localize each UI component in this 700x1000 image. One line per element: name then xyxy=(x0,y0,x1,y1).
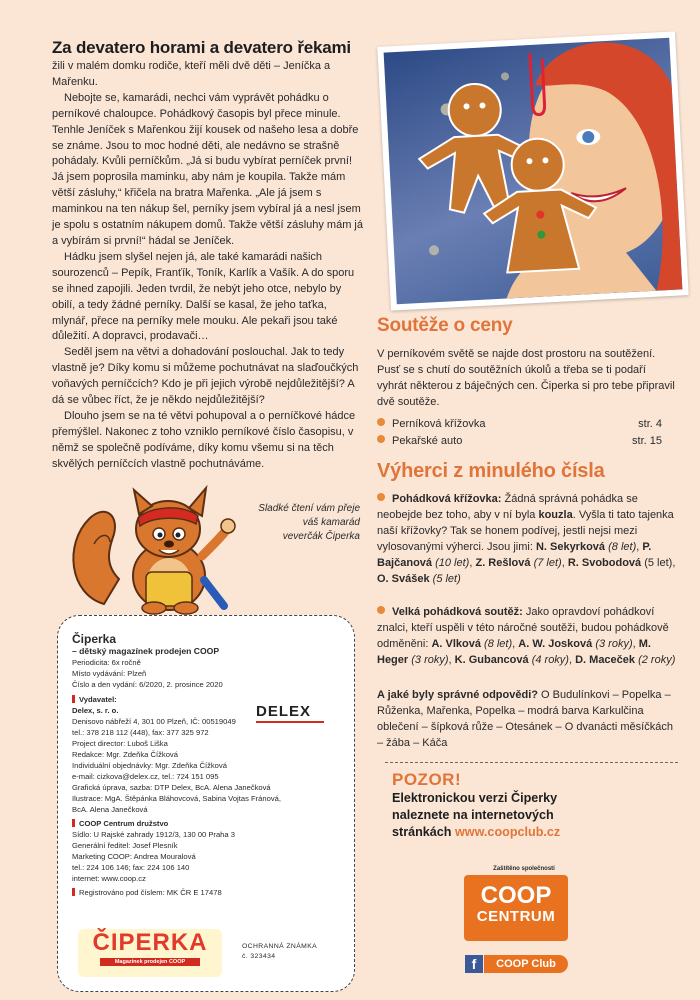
imprint-title: Čiperka xyxy=(72,632,117,646)
answers xyxy=(377,687,677,751)
story-paragraph: žili v malém domku rodiče, kteří měli dvě děti – Jeníčka a Mařenku. xyxy=(52,60,331,88)
bullet-icon xyxy=(377,418,385,426)
contests-text: V perníkovém světě se najde dost prostoru na soutěžení. Pusť se s chutí do soutěžních úkolů a třeba se ti podaří vyhrát některou z báječných cen. Čiperka si pro tebe připravil dvě soutěže. xyxy=(377,348,675,408)
squirrel-illustration xyxy=(64,484,236,616)
contest-page: str. 15 xyxy=(632,435,662,447)
winner-name: A. W. Josková xyxy=(518,638,593,650)
imprint-line: Grafická úprava, sazba: DTP Delex, BcA. Alena Janečková xyxy=(72,783,271,792)
red-bar xyxy=(72,695,75,703)
ciperka-logo xyxy=(78,929,222,977)
winner-name: Z. Rešlová xyxy=(475,557,531,569)
coop-logo-top: COOP xyxy=(480,882,552,909)
story-article xyxy=(52,38,364,473)
story-paragraph: Seděl jsem na větvi a dohadování poslouchal. Jak to tedy vlastně je? Díky komu si můžeme pochutnávat na slaďoučkých voňavých perníčcích? Kdo je při jejich výrobě nejdůležitější? A dá se vůbec říct, že je někdo nejdůležitější? xyxy=(52,346,359,407)
winners-text: . Vyšla ti tato tajenka naší křížovky? Tak se honem podívej, jestli nejsi mezi vylosovanými výherci. Jsou jimi: xyxy=(377,509,674,553)
imprint-line: tel.: 224 106 146; fax: 224 106 140 xyxy=(72,863,190,872)
facebook-icon[interactable]: f xyxy=(465,955,483,973)
story-title: Za devatero horami a devatero řekami xyxy=(52,38,351,57)
winner-name: A. Vlková xyxy=(431,638,481,650)
imprint-line: Periodicita: 6x ročně xyxy=(72,658,141,667)
winner-age: (5 let) xyxy=(432,573,461,585)
winner-age: (4 roky) xyxy=(531,654,569,666)
winners-text: Jako opravdoví pohádkoví znalci, kteří uspěli v této náročné soutěži, budou pohádkově odměněni: xyxy=(377,606,669,650)
gingerbread-photo xyxy=(377,31,688,310)
winner-age: (2 roky) xyxy=(638,654,676,666)
imprint-line: Číslo a den vydání: 6/2020, 2. prosince 2020 xyxy=(72,680,223,689)
imprint-line: Delex, s. r. o. xyxy=(72,706,119,715)
imprint-line: Marketing COOP: Andrea Mouralová xyxy=(72,852,196,861)
divider xyxy=(385,762,678,763)
imprint-label: COOP Centrum družstvo xyxy=(79,819,169,828)
story-paragraph: Dlouho jsem se na té větvi pohupoval a o perníčkové hádce přemýšlel. Nakonec z toho vzniklo perníkové číslo časopisu, v němž se společně podíváme, díky komu všemu si na těch skvělých perníčcích vlastně pochutnáváme. xyxy=(52,409,356,470)
imprint-label: Vydavatel: xyxy=(79,695,117,704)
red-bar xyxy=(72,819,75,827)
winner-age: (5 let) xyxy=(644,557,673,569)
imprint-line: tel.: 378 218 112 (448), fax: 377 325 972 xyxy=(72,728,209,737)
winner-age: (3 roky) xyxy=(411,654,449,666)
bullet-icon xyxy=(377,606,385,614)
contest-label: Pekařské auto xyxy=(392,435,463,447)
imprint-subtitle: – dětský magazínek prodejen COOP xyxy=(72,646,220,656)
answer-word: kouzla xyxy=(538,509,573,521)
pozor-heading: POZOR! xyxy=(392,770,462,789)
ciperka-logo-text: ČIPERKA xyxy=(92,929,208,956)
winner-name: R. Svobodová xyxy=(567,557,642,569)
coop-centrum-logo xyxy=(464,875,568,941)
ciperka-logo-subtitle: Magazínek prodejen COOP xyxy=(100,958,200,966)
winner-name: M. Heger xyxy=(377,638,651,666)
winner-age: (7 let) xyxy=(533,557,562,569)
imprint-line: Redakce: Mgr. Zdeňka Čížková xyxy=(72,750,178,759)
pozor-box xyxy=(392,770,678,841)
winners-block-2: Velká pohádková soutěž: Jako opravdoví pohádkoví znalci, kteří uspěli v této náročné soutěži, budou pohádkově odměněni: A. Vlková (8 let), A. W. Josková (3 roky), M. Heger (3 roky), K. Gubancová (4 roky), D. Maceček (2 roky) xyxy=(377,606,676,666)
story-paragraph: Hádku jsem slyšel nejen já, ale také kamarádi našich sourozenců – Pepík, Franťík, Toník, Karlík a Vašík. A do sporu se ihned zapojili. Jeden tvrdil, že nebýt jeho otce, nebylo by obilí, a tedy žádné perníky. Další se kasal, že jeho taťka, mlynář, přece na perníky mele mouku. Ale pekaři jsou také důležití. A dopravci, prodavači… xyxy=(52,250,355,343)
signature-line: veverčák Čiperka xyxy=(282,531,360,542)
signature-line: Sladké čtení vám přeje xyxy=(258,503,360,514)
bullet-icon xyxy=(377,493,385,501)
answers-text: O Budulínkovi – Popelka – Růženka, Mařenka, Popelka – modrá barva Karkulčina oblečení – šípková růže – Otesánek – O dvanácti měsíčkách – žába – Káča xyxy=(377,689,673,749)
winner-name: P. Bajčanová xyxy=(377,541,652,569)
trademark-number: č. 323434 xyxy=(242,953,276,960)
winners-block-1: Pohádková křížovka: Žádná správná pohádka se neobejde bez toho, aby v ní byla kouzla. Vyšla ti tato tajenka naší křížovky? Tak se honem podívej, jestli nejsi mezi vylosovanými výherci. Jsou jimi: N. Sekyrková (8 let), P. Bajčanová (10 let), Z. Rešlová (7 let), R. Svobodová (5 let), O. Svášek (5 let) xyxy=(377,493,676,585)
contests-list xyxy=(377,416,662,450)
contests-heading: Soutěže o ceny xyxy=(377,315,513,336)
winner-name: K. Gubancová xyxy=(454,654,529,666)
answers-question: A jaké byly správné odpovědi? xyxy=(377,689,538,701)
story-paragraph: Nebojte se, kamarádi, nechci vám vyprávět pohádku o perníkové chaloupce. Pohádkový časopis byl přece minule. Tenhle Jeníček s Mařenkou žijí kousek od našeho lesa a dobře se známe. Jsou to moc hodné děti, ale nedávno se strašně pohádaly. Kvůli perníčkům. „Já si budu vybírat perníček první! Já jsem poprosila maminku, aby nám je koupila. Takže mám větší zásluhy,“ křičela na bratra Mařenka. „Ale já jsem s maminkou na ten nákup šel, perníky jsem vybíral já a nesl jsem je spolu s ostatním nákupem domů. Takže větší zásluhy mám já a vybírám si první!“ hádal se Jeníček. xyxy=(52,91,363,247)
winner-age: (8 let) xyxy=(484,638,513,650)
pozor-line: stránkách xyxy=(392,825,452,839)
coopclub-link[interactable]: www.coopclub.cz xyxy=(455,825,561,839)
imprint-box xyxy=(57,615,355,992)
winner-age: (3 roky) xyxy=(595,638,633,650)
imprint-line: e-mail: cizkova@delex.cz, tel.: 724 151 095 xyxy=(72,772,219,781)
signature xyxy=(236,502,360,544)
winner-name: O. Svášek xyxy=(377,573,430,585)
list-item xyxy=(377,433,662,450)
bullet-icon xyxy=(377,435,385,443)
imprint-line: Individuální objednávky: Mgr. Zdeňka Čížková xyxy=(72,761,227,770)
winners-text: Žádná správná pohádka se neobejde bez toho, aby v ní byla xyxy=(377,493,638,521)
imprint-line: BcA. Alena Janečková xyxy=(72,805,148,814)
delex-logo-text: DELEX xyxy=(256,703,312,720)
winners-block-title: Pohádková křížovka: xyxy=(392,493,502,505)
coop-club-logo[interactable]: COOP Club xyxy=(484,955,568,973)
pozor-line: naleznete na internetových xyxy=(392,808,554,822)
imprint-line: Denisovo nábřeží 4, 301 00 Plzeň, IČ: 00519049 xyxy=(72,717,236,726)
pozor-line: Elektronickou verzi Čiperky xyxy=(392,791,558,805)
imprint-line: Místo vydávání: Plzeň xyxy=(72,669,147,678)
imprint-line: Generální ředitel: Josef Plesník xyxy=(72,841,178,850)
contest-label: Perníková křížovka xyxy=(392,418,486,430)
winners-block-title: Velká pohádková soutěž: xyxy=(392,606,523,618)
winner-name: N. Sekyrková xyxy=(535,541,606,553)
imprint-line: Sídlo: U Rajské zahrady 1912/3, 130 00 Praha 3 xyxy=(72,830,235,839)
signature-line: váš kamarád xyxy=(302,517,360,528)
imprint-line: Registrováno pod číslem: MK ČR E 17478 xyxy=(79,888,222,897)
trademark-label: OCHRANNÁ ZNÁMKA xyxy=(242,943,318,950)
red-bar xyxy=(72,888,75,896)
delex-logo xyxy=(256,704,324,724)
winner-age: (8 let) xyxy=(608,541,637,553)
winners-heading: Výherci z minulého čísla xyxy=(377,460,605,482)
contest-page: str. 4 xyxy=(638,418,662,430)
imprint-line: Ilustrace: MgA. Štěpánka Bláhovcová, Sabina Vojtas Fránová, xyxy=(72,794,281,803)
imprint-line: Project director: Luboš Liška xyxy=(72,739,168,748)
coop-logo-bottom: CENTRUM xyxy=(476,908,556,925)
list-item xyxy=(377,416,662,433)
winner-name: D. Maceček xyxy=(575,654,636,666)
winner-age: (10 let) xyxy=(435,557,470,569)
sponsor-label: Zaštítěno společností xyxy=(493,866,555,872)
imprint-line[interactable]: internet: www.coop.cz xyxy=(72,874,146,883)
